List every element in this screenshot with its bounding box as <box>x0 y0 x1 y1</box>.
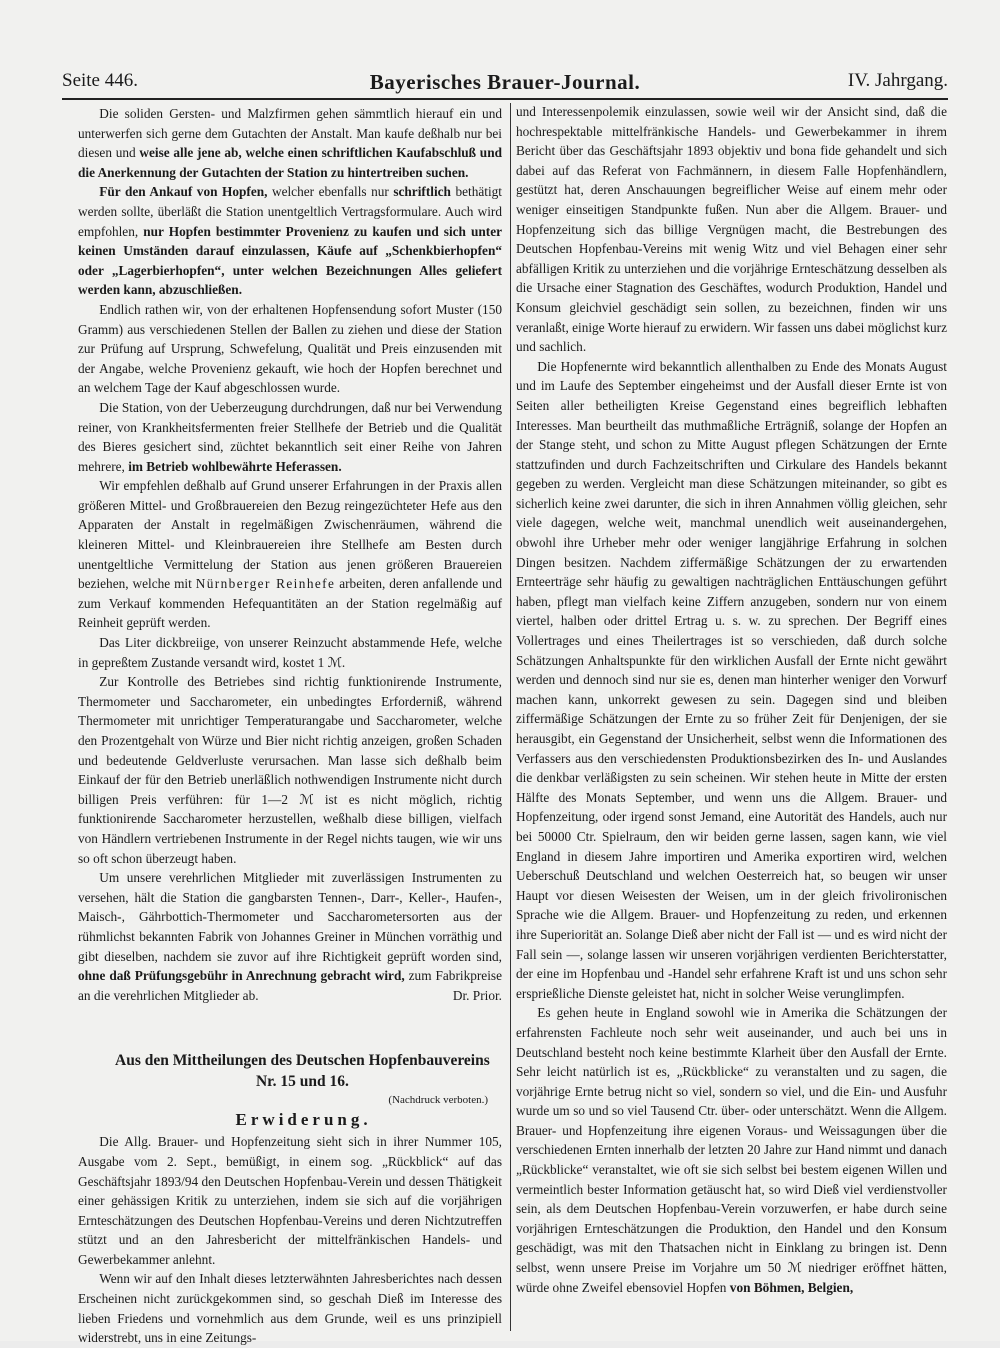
volume-label: IV. Jahrgang. <box>847 70 948 91</box>
paragraph: Die Hopfenernte wird bekanntlich allenthalben zu Ende des Monats August und im Laufe des September eingeheimst und der Ausfall dieser Ernte ist von Seiten aller betheiligten Kreise Gegenstand eines begreiflich lebhaften Interesses. Man beurtheilt das muthmaßliche Erträgniß, solange der Hopfen an der Stange steht, und schon zu Mitte August pflegen Schätzungen der Ernte stattzufinden und durch Fachzeitschriften und Cirkulare des Handels bekannt gegeben zu werden. Vergleicht man diese Schätzungen miteinander, so gibt es sicherlich keine zwei darunter, die sich in ihren Annahmen völlig gleichen, sehr viele dagegen, welche weit, manchmal unendlich weit auseinandergehen, obwohl ihre Urheber mehr oder weniger langjährige Erfahrung in solchen Dingen besitzen. Nachdem ziffermäßige Schätzungen der zu erwartenden Ernteerträge sehr häufig zu gewaltigen nachträglichen Enttäuschungen geführt haben, pflegt man vielfach keine Ziffern anzugeben, sondern nur von einem viertel, halben oder drittel Ertrag u. s. w. zu sprechen. Der Begriff eines Vollertrages und eines Theilertrages ist so verschieden, daß durch solche Schätzungen Anhaltspunkte für den wirklichen Ausfall der Ernte nicht gewährt werden und dennoch sind nur sie es, denen man hinterher weniger den Vorwurf machen kann, unkorrekt gewesen zu sein. Dagegen sind und bleiben ziffermäßige Schätzungen der Ernte zu so früher Zeit für Denjenigen, der sie herausgibt, ein Gegenstand der Unsicherheit, selbst wenn die Informationen des Verfassers aus den verschiedensten Produktionsbezirken des In- und Auslandes die denkbar verläßigsten zu sein scheinen. Wir stehen heute in Mitte der ersten Hälfte des Monats September, und wenn uns die Allgem. Brauer- und Hopfenzeitung, oder irgend sonst Jemand, eine Autorität des Handels, auch nur bei 50000 Ctr. Spielraum, den wir beiden gerne lassen, sagen kann, wie viel England in diesem Jahre importiren und Amerika exportiren wird, welchen Ueberschuß Deutschland und welchen Oesterreich hat, so beugen wir unser Haupt vor diesen Weisesten der Weisen, um in der gleich frivolironischen Sprache wie die Allgem. Brauer- und Hopfenzeitung zu reden, und erkennen ihre Superiorität an. Solange Dieß aber nicht der Fall ist — und es wird nicht der Fall sein —, solange lassen wir unseren vorjährigen verdienten Berichterstatter, der eine im Hopfenbau und -Handel sehr erfahrene Kraft ist und uns schon sehr ersprießliche Dienste geleistet hat, nicht in solcher Weise verunglimpfen. <box>516 358 947 1001</box>
section-number: Nr. 15 und 16. <box>255 1073 349 1091</box>
paragraph: Endlich rathen wir, von der erhaltenen Hopfensendung sofort Muster (150 Gramm) aus verschiedenen Stellen der Ballen zu ziehen und diese der Station zur Prüfung auf Ursprung, Schwefelung, Qualität und Preis einzusenden mit der Angabe, welche Provenienz gekauft, wie hoch der Hopfen berechnet und an welchem Tage der Kauf abgeschlossen wurde. <box>78 301 502 396</box>
reprint-note: (Nachdruck verboten.) <box>388 1094 488 1107</box>
section-title: Aus den Mittheilungen des Deutschen Hopfenbauvereins <box>115 1052 490 1070</box>
left-column <box>78 104 502 1348</box>
paragraph: Das Liter dickbreiige, von unserer Reinzucht abstammende Hefe, welche in gepreßtem Zustande versandt wird, kostet 1 ℳ. <box>78 635 502 670</box>
paragraph: Die soliden Gersten- und Malzfirmen gehen sämmtlich hierauf ein und unterwerfen sich gerne dem Gutachten der Anstalt. Man kaufe deßhalb nur bei diesen und weise alle jene ab, welche einen schriftlichen Kaufabschluß und die Anerkennung der Gutachten der Station zu hintertreiben suchen. <box>78 106 502 180</box>
paragraph: Um unsere verehrlichen Mitglieder mit zuverlässigen Instrumenten zu versehen, hält die Station die gangbarsten Tennen-, Darr-, Keller-, Haufen-, Maisch-, Gährbottich-Thermometer und Saccharometersorten aus der rühmlichst bekannten Fabrik von Johannes Greiner in München vorräthig und gibt dieselben, nachdem sie zuvor auf ihre Richtigkeit geprüft worden sind, ohne daß Prüfungsgebühr in Anrechnung gebracht wird, zum Fabrikpreise an die verehrlichen Mitglieder ab. Dr. Prior. <box>78 868 502 1005</box>
header-rule <box>62 98 948 100</box>
paragraph: Es gehen heute in England sowohl wie in Amerika die Schätzungen der erfahrensten Fachleute noch sehr weit auseinander, und auch bei uns in Deutschland besteht noch keine bestimmte Klarheit über den Ausfall der Ernte. Sehr leicht natürlich ist es, „Rückblicke“ zu veranstalten und zu sagen, die vorjährige Ernte betrug nicht so viel, sondern so viel, und die Ein- und Ausfuhr wurde um so und so viel Tausend Ctr. über- oder unterschätzt. Wenn die Allgem. Brauer- und Hopfenzeitung ihre eigenen Voraus- und Weissagungen über die verschiedenen Ernten innerhalb der letzten 20 Jahre zur Hand nimmt und danach „Rückblicke“ veranstaltet, wie oft sie sich selbst bei bestem eigenen Willen und vermeintlich bester Information getäuscht hat, so wird Dieß viel verdienstvoller sein, als dem Deutschen Hopfenbau-Verein vorzuwerfen, er habe durch seine vorjährigen Ernteschätzungen die Produktion, den Handel und den Konsum geschädigt, was mit den Thatsachen nicht in Einklang zu bringen ist. Denn selbst, wenn unsere Preise im Vorjahre um 50 ℳ niedriger eröffnet hätten, würde ohne Zweifel ebensoviel Hopfen von Böhmen, Belgien, <box>516 1005 947 1295</box>
page-header <box>62 70 948 96</box>
paragraph: Wenn wir auf den Inhalt dieses letzterwähnten Jahresberichtes nach dessen Erscheinen nicht zurückgekommen sind, so geschah Dieß im Interesse des lieben Friedens und vornehmlich aus dem Grunde, weil es uns prinzipiell widerstrebt, uns in eine Zeitungs- <box>78 1271 502 1346</box>
author-signature: Dr. Prior. <box>452 987 502 1003</box>
column-divider <box>510 103 511 1331</box>
paragraph: Die Station, von der Ueberzeugung durchdrungen, daß nur bei Verwendung reiner, von Krankheitsfermenten freier Stellhefe der Betrieb und die Qualität des Bieres gesichert sind, züchtet bekanntlich seit einer Reihe von Jahren mehrere, im Betrieb wohlbewährte Heferassen. <box>78 399 502 474</box>
right-column <box>516 102 947 1297</box>
page-number: Seite 446. <box>62 70 138 91</box>
article-subtitle: Erwiderung. <box>235 1110 372 1130</box>
paragraph: und Interessenpolemik einzulassen, sowie weil wir der Ansicht sind, daß die hochrespektable mittelfränkische Handels- und Gewerbekammer in ihrem Bericht über das Geschäftsjahr 1893 objektiv und bona fide gehandelt und sich dabei auf das Referat von Fachmännern, in diesem Falle Hopfenhändlern, gestützt hat, deren Anschauungen begreiflicher Weise auf einem mehr oder weniger einseitigen Standpunkte fußen. Nun aber die Allgem. Brauer- und Hopfenzeitung sich das billige Vergnügen macht, die Bestrebungen des Deutschen Hopfenbau-Vereins mit wenig Witz und viel Behagen einer sehr abfälligen Kritik zu unterziehen und die vorjährige Ernteschätzung desselben als die Ursache einer Stagnation des Geschäftes, wodurch Produktion, Handel und Konsum gleichviel geschädigt sein sollen, zu bezeichnen, finden wir uns veranlaßt, einige Worte hierauf zu erwidern. Wir fassen uns dabei möglichst kurz und sachlich. <box>516 104 948 355</box>
paragraph: Wir empfehlen deßhalb auf Grund unserer Erfahrungen in der Praxis allen größeren Mittel- und Großbrauereien den Bezug reingezüchteter Hefe aus den Apparaten der Anstalt in regelmäßigen Zwischenräumen, während die kleineren Mittel- und Kleinbrauereien ihre Stellhefe am Besten durch unentgeltliche Vermittelung der Station aus jenen größeren Brauereien beziehen, welche mit Nürnberger Reinhefe arbeiten, deren anfallende und zum Verkauf kommenden Hefequantitäten an der Station regelmäßig auf Reinheit geprüft werden. <box>78 478 502 631</box>
paragraph: Für den Ankauf von Hopfen, welcher ebenfalls nur schriftlich bethätigt werden sollte, überläßt die Station unentgeltlich Vertragsformulare. Auch wird empfohlen, nur Hopfen bestimmter Provenienz zu kaufen und sich unter keinen Umständen darauf einzulassen, Käufe auf „Schenkbierhopfen“ oder „Lagerbierhopfen“, unter welchen Bezeichnungen Alles geliefert werden kann, abzuschließen. <box>78 184 502 298</box>
paragraph: Zur Kontrolle des Betriebes sind richtig funktionirende Instrumente, Thermometer und Saccharometer, ein unbedingtes Erforderniß, während Thermometer mit unrichtiger Temperaturangabe und Saccharometer, welche den Prozentgehalt von Würze und Bier nicht richtig anzeigen, großen Schaden und bedeutende Geldverluste verursachen. Man lasse sich deßhalb beim Einkauf der für den Betrieb unerläßlich nothwendigen Instrumente nicht durch billigen Preis verführen: für 1—2 ℳ ist es nicht möglich, richtig funktionirende Saccharometer herzustellen, weßhalb diese billigen, vielfach von Händlern vertriebenen Instrumente in der Regel nichts taugen, wie wir uns so oft schon überzeugt haben. <box>78 674 502 866</box>
journal-title: Bayerisches Brauer-Journal. <box>369 70 641 94</box>
paragraph: Die Allg. Brauer- und Hopfenzeitung sieht sich in ihrer Nummer 105, Ausgabe vom 2. Sept., bemüßigt, in einem sog. „Rückblick“ auf das Geschäftsjahr 1893/94 den Deutschen Hopfenbau-Verein und dessen Thätigkeit einer gehässigen Kritik zu unterziehen, indem sie sich auf die vorjährigen Ernteschätzungen des Deutschen Hopfenbau-Vereins und deren Nichtzutreffen stützt und an den Jahresbericht der mittelfränkischen Handels- und Gewerbekammer anlehnt. <box>78 1134 502 1267</box>
